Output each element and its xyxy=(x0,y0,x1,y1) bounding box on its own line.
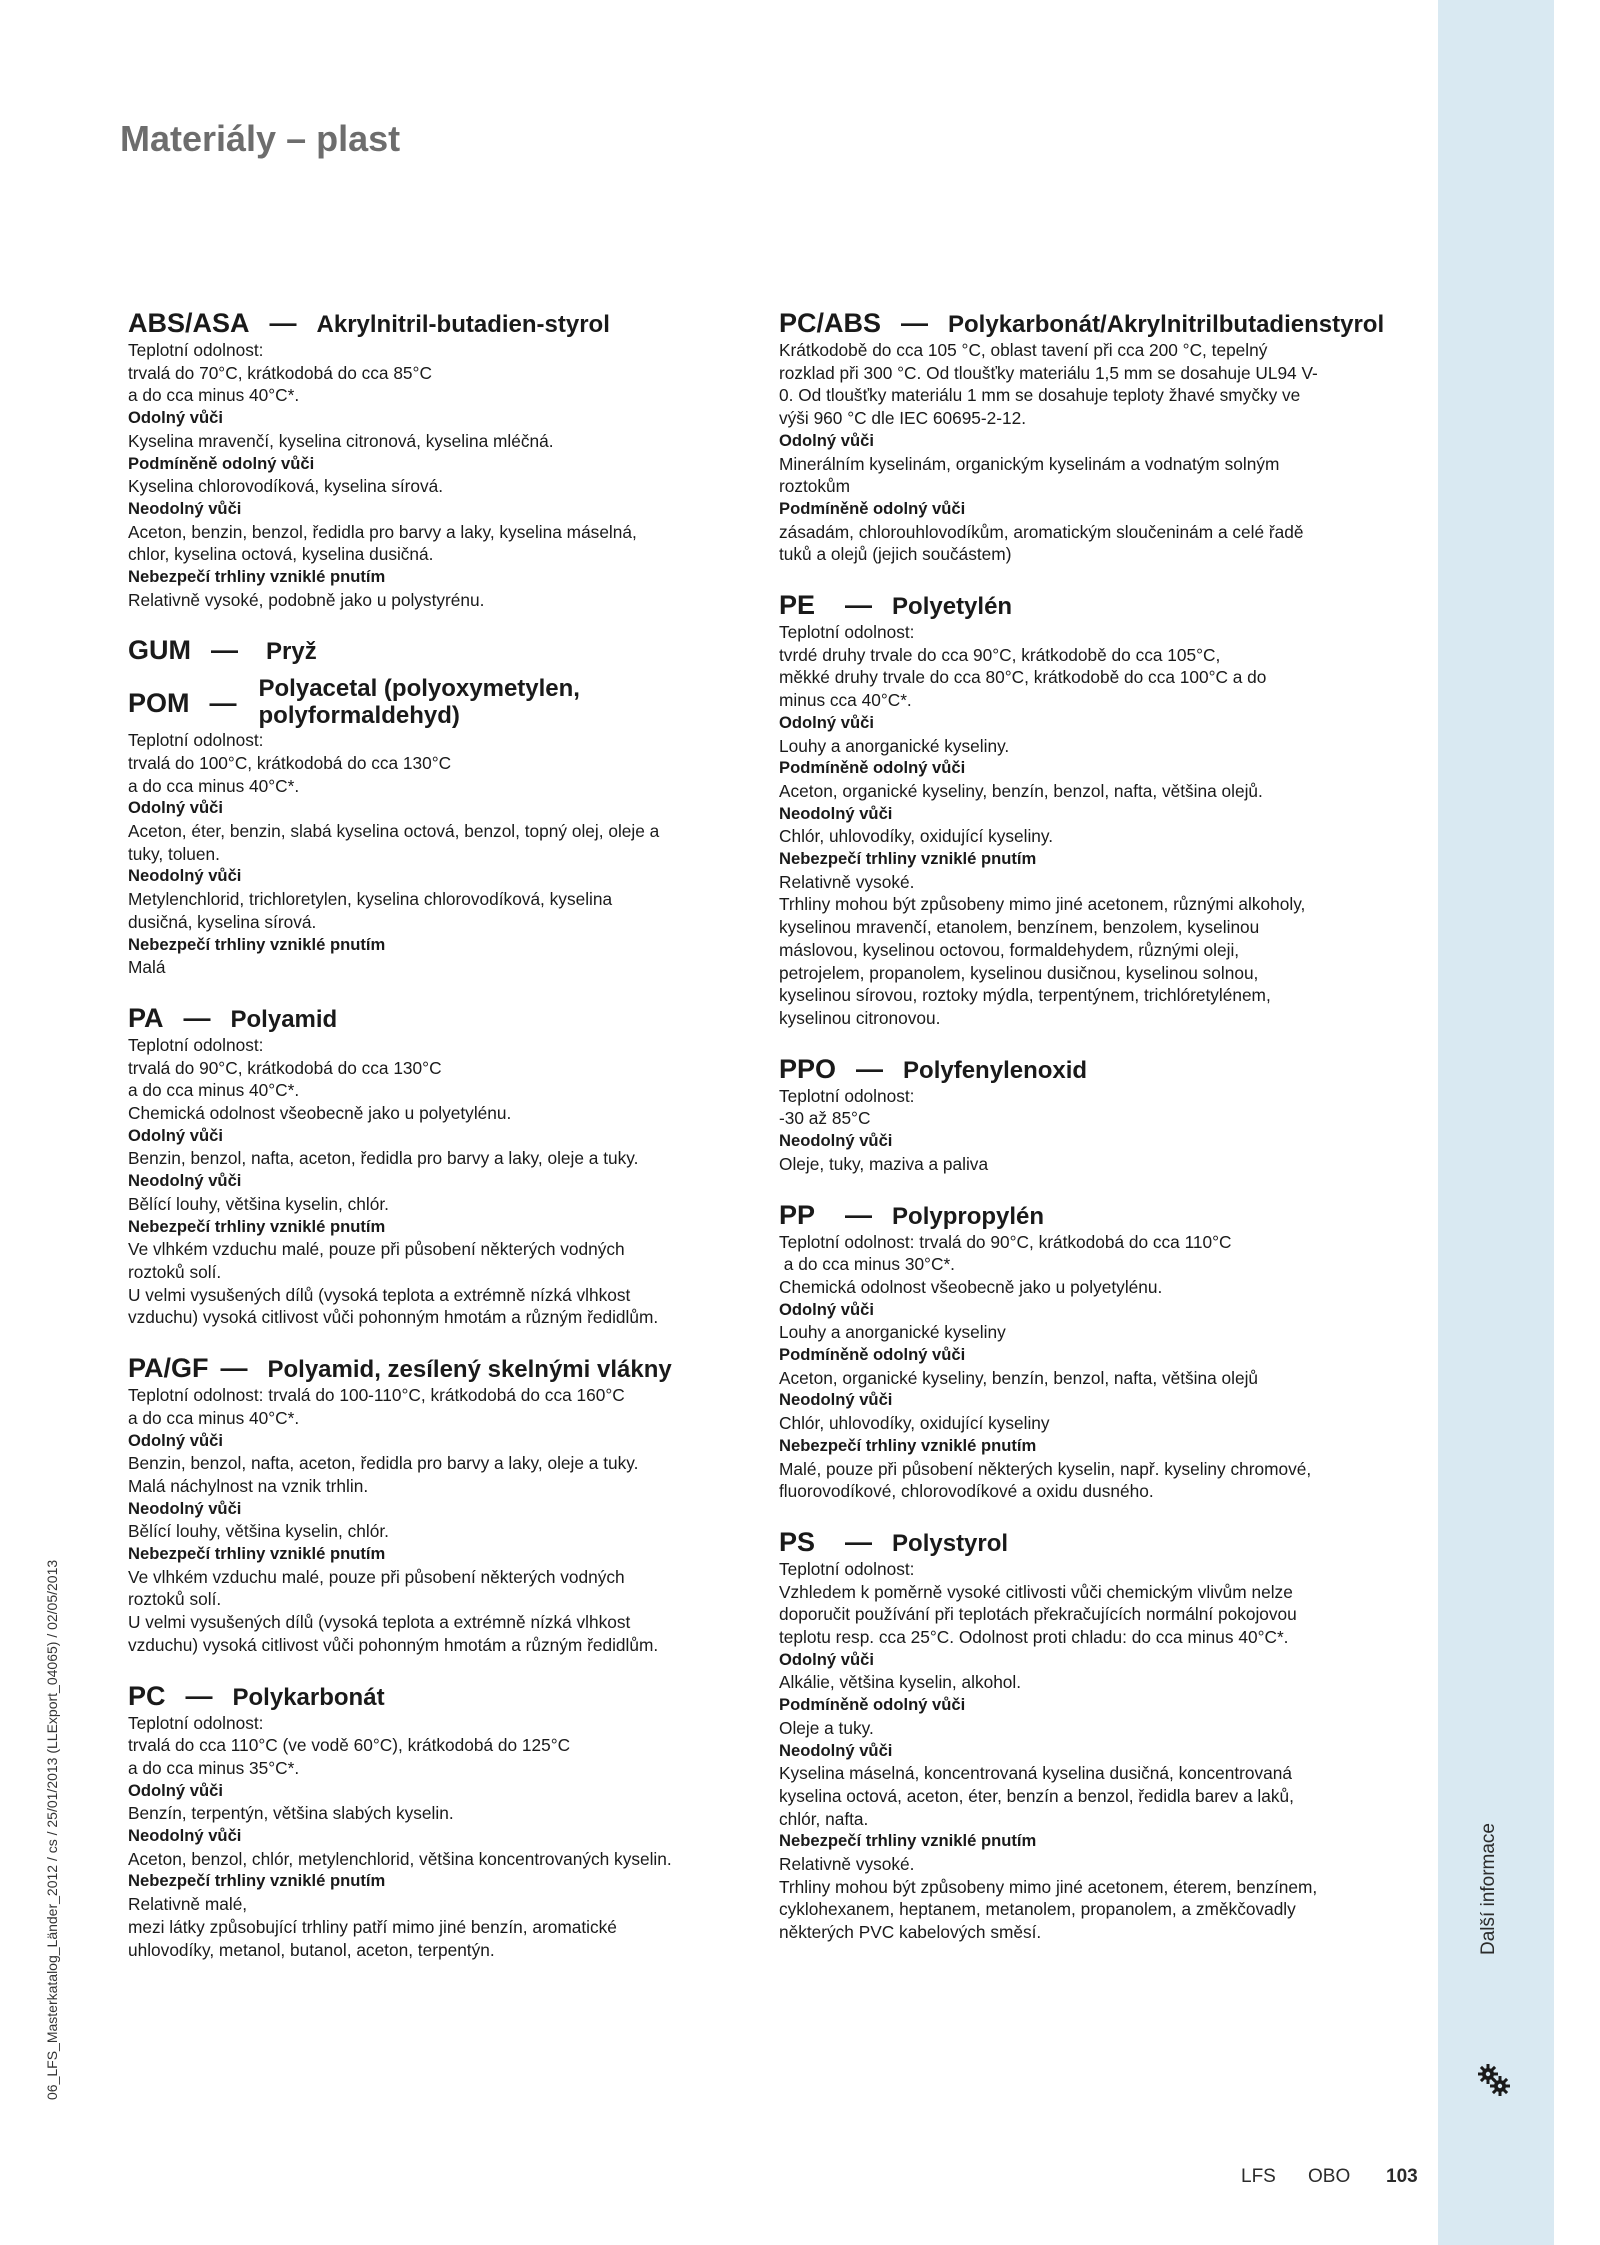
section-abs-asa xyxy=(128,310,743,611)
section-pom xyxy=(128,676,743,979)
resistance-label: Nebezpečí trhliny vzniklé pnutím xyxy=(779,849,1037,869)
page-number: 103 xyxy=(1386,2166,1418,2187)
text-line: kyselinou sírovou, roztoky mýdla, terpentýnem, trichlóretylénem, xyxy=(779,985,1271,1006)
text-line: Kyselina chlorovodíková, kyselina sírová. xyxy=(128,476,444,497)
text-line: Louhy a anorganické kyseliny. xyxy=(779,735,1010,756)
section-heading xyxy=(779,1053,1394,1084)
text-line: Aceton, benzin, benzol, ředidla pro barvy a laky, kyselina máselná, xyxy=(128,521,637,542)
material-name: Polyfenylenoxid xyxy=(903,1056,1088,1084)
section-heading xyxy=(779,1199,1394,1230)
material-code: GUM xyxy=(128,635,191,666)
text-line: mezi látky způsobující trhliny patří mimo jiné benzín, aromatické xyxy=(128,1916,617,1937)
text-line: tvrdé druhy trvale do cca 90°C, krátkodobě do cca 105°C, xyxy=(779,644,1221,665)
side-panel-label: Další informace xyxy=(1478,1823,1499,1955)
left-column xyxy=(128,310,743,1987)
heading-dash: — xyxy=(220,1353,248,1384)
text-line: tuky, toluen. xyxy=(128,843,220,864)
text-line: Teplotní odolnost: xyxy=(779,1085,915,1106)
resistance-label: Odolný vůči xyxy=(779,712,874,732)
section-heading xyxy=(128,1680,743,1711)
footer-brand-lfs: LFS xyxy=(1241,2166,1276,2187)
heading-dash: — xyxy=(845,590,873,621)
material-code: PP xyxy=(779,1199,816,1230)
resistance-label: Neodolný vůči xyxy=(779,1390,893,1410)
section-heading xyxy=(779,1526,1394,1557)
text-line: Chemická odolnost všeobecně jako u polyetylénu. xyxy=(128,1103,512,1124)
text-line: Oleje a tuky. xyxy=(779,1717,874,1738)
text-line: trvalá do 70°C, krátkodobá do cca 85°C xyxy=(128,362,432,383)
material-name: Polyacetal (polyoxymetylen, polyformaldehyd) xyxy=(258,675,580,729)
section-heading xyxy=(779,592,1394,619)
resistance-label: Nebezpečí trhliny vzniklé pnutím xyxy=(779,1435,1037,1455)
text-line: fluorovodíkové, chlorovodíkové a oxidu dusného. xyxy=(779,1481,1154,1502)
text-line: Chemická odolnost všeobecně jako u polyetylénu. xyxy=(779,1276,1163,1297)
section-pe xyxy=(779,592,1394,1030)
section-heading xyxy=(779,310,1394,337)
resistance-label: Neodolný vůči xyxy=(779,1740,893,1760)
text-line: Aceton, éter, benzin, slabá kyselina octová, benzol, topný olej, oleje a xyxy=(128,821,660,842)
resistance-label: Odolný vůči xyxy=(779,430,874,450)
section-ppo xyxy=(779,1053,1394,1176)
text-line: Aceton, organické kyseliny, benzín, benzol, nafta, většina olejů xyxy=(779,1367,1259,1388)
text-line: -30 až 85°C xyxy=(779,1108,871,1129)
text-line: minus cca 40°C*. xyxy=(779,690,912,711)
resistance-label: Nebezpečí trhliny vzniklé pnutím xyxy=(779,1831,1037,1851)
heading-dash: — xyxy=(209,688,237,719)
text-line: Relativně malé, xyxy=(128,1894,248,1915)
text-line: a do cca minus 40°C*. xyxy=(128,1407,300,1428)
material-name: Pryž xyxy=(266,638,317,666)
text-line: Ve vlhkém vzduchu malé, pouze při působení některých vodných xyxy=(128,1239,625,1260)
text-line: Vzhledem k poměrně vysoké citlivosti vůči chemickým vlivům nelze xyxy=(779,1581,1293,1602)
text-line: Teplotní odolnost: trvalá do 90°C, krátkodobá do cca 110°C xyxy=(779,1231,1232,1252)
resistance-label: Podmíněně odolný vůči xyxy=(128,453,315,473)
resistance-label: Odolný vůči xyxy=(779,1649,874,1669)
resistance-label: Nebezpečí trhliny vzniklé pnutím xyxy=(128,1544,386,1564)
section-heading xyxy=(128,1355,743,1382)
material-code: PC/ABS xyxy=(779,308,882,338)
section-heading xyxy=(128,1002,743,1033)
text-line: roztoků solí. xyxy=(128,1589,222,1610)
text-line: trvalá do 90°C, krátkodobá do cca 130°C xyxy=(128,1057,442,1078)
text-line: výši 960 °C dle IEC 60695-2-12. xyxy=(779,408,1027,429)
resistance-label: Neodolný vůči xyxy=(128,1498,242,1518)
gears-icon xyxy=(1477,2063,1511,2097)
text-line: některých PVC kabelových směsí. xyxy=(779,1922,1042,1943)
material-name: Akrylnitril-butadien-styrol xyxy=(316,311,610,338)
text-line: Malá náchylnost na vznik trhlin. xyxy=(128,1475,369,1496)
section-pp xyxy=(779,1199,1394,1503)
material-name: Polystyrol xyxy=(892,1529,1009,1557)
heading-dash: — xyxy=(185,1680,213,1711)
text-line: Teplotní odolnost: xyxy=(779,622,915,643)
section-pc-abs xyxy=(779,310,1394,566)
resistance-label: Neodolný vůči xyxy=(128,1826,242,1846)
material-code: PPO xyxy=(779,1053,837,1084)
material-name: Polyamid xyxy=(230,1005,338,1033)
text-line: Aceton, organické kyseliny, benzín, benzol, nafta, většina olejů. xyxy=(779,780,1263,801)
text-line: vzduchu) vysoká citlivost vůči pohonným hmotám a různým ředidlům. xyxy=(128,1634,659,1655)
text-line: Teplotní odolnost: xyxy=(779,1558,915,1579)
text-line: cyklohexanem, heptanem, metanolem, propanolem, a změkčovadly xyxy=(779,1899,1296,1920)
section-pc xyxy=(128,1680,743,1962)
footer-brand-obo: OBO xyxy=(1308,2166,1351,2187)
text-line: Teplotní odolnost: trvalá do 100-110°C, krátkodobá do cca 160°C xyxy=(128,1385,625,1406)
text-line: chlor, kyselina octová, kyselina dusičná. xyxy=(128,544,434,565)
section-pa xyxy=(128,1002,743,1329)
text-line: a do cca minus 40°C*. xyxy=(128,385,300,406)
text-line: Chlór, uhlovodíky, oxidující kyseliny. xyxy=(779,826,1054,847)
resistance-label: Neodolný vůči xyxy=(128,498,242,518)
text-line: doporučit používání při teplotách překračujících normální pokojovou xyxy=(779,1604,1297,1625)
resistance-label: Odolný vůči xyxy=(128,408,223,428)
resistance-label: Odolný vůči xyxy=(128,1780,223,1800)
text-line: Teplotní odolnost: xyxy=(128,730,264,751)
text-line: Trhliny mohou být způsobeny mimo jiné acetonem, éterem, benzínem, xyxy=(779,1876,1318,1897)
resistance-label: Odolný vůči xyxy=(128,1430,223,1450)
resistance-label: Neodolný vůči xyxy=(128,866,242,886)
text-line: teplotu resp. cca 25°C. Odolnost proti chladu: do cca minus 40°C*. xyxy=(779,1627,1289,1648)
text-line: Louhy a anorganické kyseliny xyxy=(779,1322,1006,1343)
text-line: Malá xyxy=(128,957,166,978)
text-line: trvalá do 100°C, krátkodobá do cca 130°C xyxy=(128,752,452,773)
resistance-label: Nebezpečí trhliny vzniklé pnutím xyxy=(128,567,386,587)
text-line: vzduchu) vysoká citlivost vůči pohonným hmotám a různým ředidlům. xyxy=(128,1307,659,1328)
heading-dash: — xyxy=(211,635,238,666)
text-line: a do cca minus 30°C*. xyxy=(779,1254,955,1275)
text-line: kyselinou mravenčí, etanolem, benzínem, benzolem, kyselinou xyxy=(779,917,1260,938)
text-line: Benzin, benzol, nafta, aceton, ředidla pro barvy a laky, oleje a tuky. xyxy=(128,1148,639,1169)
text-line: Malé, pouze při působení některých kyselin, např. kyseliny chromové, xyxy=(779,1458,1312,1479)
text-line: rozklad při 300 °C. Od tloušťky materiálu 1,5 mm se dosahuje UL94 V- xyxy=(779,362,1318,383)
text-line: 0. Od tloušťky materiálu 1 mm se dosahuje teploty žhavé smyčky ve xyxy=(779,385,1301,406)
text-line: Alkálie, většina kyselin, alkohol. xyxy=(779,1672,1022,1693)
text-line: Bělící louhy, většina kyselin, chlór. xyxy=(128,1521,389,1542)
text-line: Chlór, uhlovodíky, oxidující kyseliny xyxy=(779,1413,1050,1434)
text-line: a do cca minus 40°C*. xyxy=(128,1080,300,1101)
resistance-label: Podmíněně odolný vůči xyxy=(779,1695,966,1715)
material-code: PC xyxy=(128,1680,166,1711)
section-gum xyxy=(128,637,743,664)
material-code: ABS/ASA xyxy=(128,308,250,338)
resistance-label: Neodolný vůči xyxy=(779,1131,893,1151)
material-name: Polyetylén xyxy=(892,593,1013,621)
text-line: U velmi vysušených dílů (vysoká teplota a extrémně nízká vlhkost xyxy=(128,1284,631,1305)
text-line: Relativně vysoké, podobně jako u polystyrénu. xyxy=(128,589,485,610)
material-name: Polyamid, zesílený skelnými vlákny xyxy=(267,1356,672,1384)
text-line: Ve vlhkém vzduchu malé, pouze při působení některých vodných xyxy=(128,1566,625,1587)
resistance-label: Nebezpečí trhliny vzniklé pnutím xyxy=(128,934,386,954)
text-line: Benzin, benzol, nafta, aceton, ředidla pro barvy a laky, oleje a tuky. xyxy=(128,1453,639,1474)
resistance-label: Podmíněně odolný vůči xyxy=(779,498,966,518)
text-line: Teplotní odolnost: xyxy=(128,1034,264,1055)
text-line: Krátkodobě do cca 105 °C, oblast tavení při cca 200 °C, tepelný xyxy=(779,340,1268,360)
text-line: a do cca minus 40°C*. xyxy=(128,775,300,796)
resistance-label: Podmíněně odolný vůči xyxy=(779,1345,966,1365)
text-line: uhlovodíky, metanol, butanol, aceton, terpentýn. xyxy=(128,1939,495,1960)
material-name: Polykarbonát xyxy=(232,1683,385,1711)
text-line: trvalá do cca 110°C (ve vodě 60°C), krátkodobá do 125°C xyxy=(128,1735,571,1756)
text-line: U velmi vysušených dílů (vysoká teplota a extrémně nízká vlhkost xyxy=(128,1612,631,1633)
material-code: PA/GF xyxy=(128,1353,209,1384)
text-line: Relativně vysoké. xyxy=(779,1854,915,1875)
section-heading xyxy=(128,310,743,337)
resistance-label: Podmíněně odolný vůči xyxy=(779,758,966,778)
heading-dash: — xyxy=(845,1199,873,1230)
text-line: máslovou, kyselinou octovou, formaldehydem, různými oleji, xyxy=(779,939,1240,960)
text-line: tuků a olejů (jejich součástem) xyxy=(779,544,1012,565)
resistance-label: Odolný vůči xyxy=(128,798,223,818)
right-column xyxy=(779,310,1394,1970)
material-name: Polypropylén xyxy=(892,1202,1045,1230)
section-ps xyxy=(779,1526,1394,1944)
text-line: chlór, nafta. xyxy=(779,1808,869,1829)
resistance-label: Neodolný vůči xyxy=(779,803,893,823)
page-title: Materiály – plast xyxy=(120,118,401,159)
text-line: Aceton, benzol, chlór, metylenchlorid, většina koncentrovaných kyselin. xyxy=(128,1848,672,1869)
heading-dash: — xyxy=(856,1053,884,1084)
text-line: Teplotní odolnost: xyxy=(128,340,264,360)
text-line: petrojelem, propanolem, kyselinou dusičnou, kyselinou solnou, xyxy=(779,962,1259,983)
resistance-label: Odolný vůči xyxy=(128,1125,223,1145)
text-line: a do cca minus 35°C*. xyxy=(128,1757,300,1778)
heading-dash: — xyxy=(269,308,297,338)
text-line: Minerálním kyselinám, organickým kyselinám a vodnatým solným xyxy=(779,453,1280,474)
section-heading xyxy=(128,637,743,664)
heading-dash: — xyxy=(901,308,929,338)
heading-dash: — xyxy=(845,1526,873,1557)
text-line: kyselinou citronovou. xyxy=(779,1007,941,1028)
text-line: Kyselina máselná, koncentrovaná kyselina dusičná, koncentrovaná xyxy=(779,1763,1292,1784)
material-code: PE xyxy=(779,590,816,621)
heading-dash: — xyxy=(183,1002,211,1033)
resistance-label: Nebezpečí trhliny vzniklé pnutím xyxy=(128,1216,386,1236)
text-line: Oleje, tuky, maziva a paliva xyxy=(779,1153,989,1174)
text-line: kyselina octová, aceton, éter, benzín a benzol, ředidla barev a laků, xyxy=(779,1785,1294,1806)
section-pa-gf xyxy=(128,1355,743,1656)
text-line: roztoků solí. xyxy=(128,1261,222,1282)
text-line: Metylenchlorid, trichloretylen, kyselina chlorovodíková, kyselina xyxy=(128,889,613,910)
resistance-label: Neodolný vůči xyxy=(128,1171,242,1191)
text-line: Teplotní odolnost: xyxy=(128,1712,264,1733)
text-line: Kyselina mravenčí, kyselina citronová, kyselina mléčná. xyxy=(128,430,554,451)
resistance-label: Odolný vůči xyxy=(779,1299,874,1319)
text-line: Trhliny mohou být způsobeny mimo jiné acetonem, různými alkoholy, xyxy=(779,894,1306,915)
resistance-label: Nebezpečí trhliny vzniklé pnutím xyxy=(128,1871,386,1891)
material-name: Polykarbonát/Akrylnitrilbutadienstyrol xyxy=(948,311,1385,338)
text-line: dusičná, kyselina sírová. xyxy=(128,911,317,932)
material-code: PA xyxy=(128,1002,164,1033)
text-line: zásadám, chlorouhlovodíkům, aromatickým sloučeninám a celé řadě xyxy=(779,521,1304,542)
material-code: POM xyxy=(128,688,190,719)
text-line: roztokům xyxy=(779,476,851,497)
text-line: Relativně vysoké. xyxy=(779,871,915,892)
text-line: Benzín, terpentýn, většina slabých kyselin. xyxy=(128,1803,454,1824)
text-line: měkké druhy trvale do cca 80°C, krátkodobě do cca 100°C a do xyxy=(779,667,1267,688)
material-code: PS xyxy=(779,1526,816,1557)
text-line: Bělící louhy, většina kyselin, chlór. xyxy=(128,1193,389,1214)
section-heading xyxy=(128,676,743,729)
print-metadata: 06_LFS_Masterkatalog_Länder_2012 / cs / 25/01/2013 (LLExport_04065) / 02/05/2013 xyxy=(44,1559,60,2100)
